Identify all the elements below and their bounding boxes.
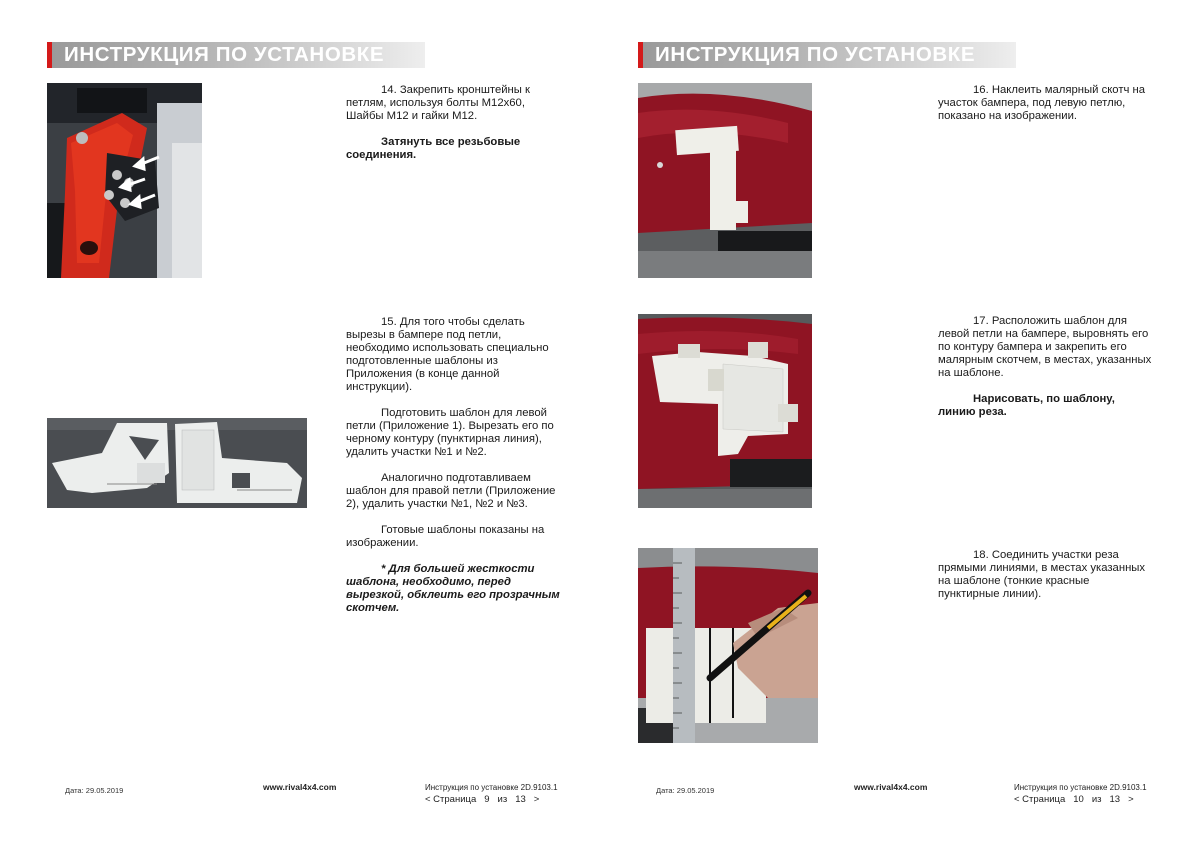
step-17-bold-note: Нарисовать, по шаблону, линию реза. <box>938 393 1115 418</box>
section-header <box>47 42 425 68</box>
step-15-left-template: Подготовить шаблон для левой петли (Приложение 1). Вырезать его по черному контуру (пунктирная линия), удалить участки №1 и №2. <box>346 407 554 458</box>
footer-document-id: Инструкция по установке 2D.9103.1 <box>1014 783 1147 792</box>
section-header-title: ИНСТРУКЦИЯ ПО УСТАНОВКЕ <box>655 43 976 66</box>
page-suffix: > <box>533 794 540 805</box>
step-18-description: 18. Соединить участки реза прямыми линиями, в местах указанных на шаблоне (тонкие красные пунктирные линии). <box>938 549 1146 600</box>
page-suffix: > <box>1128 794 1134 805</box>
step-15-ready-templates: Готовые шаблоны показаны на изображении. <box>346 524 545 549</box>
step-14-description: 14. Закрепить кронштейны к петлям, используя болты М12х60, Шайбы М12 и гайки М12. <box>346 84 530 122</box>
step-17-text <box>938 315 1153 432</box>
step-16-text <box>938 84 1153 136</box>
photo-template-on-bumper <box>638 314 812 508</box>
footer-page-number <box>1014 794 1142 805</box>
step-15-right-template: Аналогично подготавливаем шаблон для правой петли (Приложение 2), удалить участки №1, №2 и №3. <box>346 472 556 510</box>
section-header-title: ИНСТРУКЦИЯ ПО УСТАНОВКЕ <box>64 43 385 66</box>
photo-masking-tape-bumper <box>638 83 812 278</box>
step-15-text <box>346 316 561 628</box>
page-current: 9 <box>484 794 490 805</box>
photo-paper-templates <box>47 418 307 508</box>
photo-marking-with-ruler <box>638 548 818 743</box>
page-total: 13 <box>1109 794 1121 805</box>
page-prefix: < Страница <box>425 794 477 805</box>
photo-bracket-bolts <box>47 83 202 278</box>
page-total: 13 <box>515 794 526 805</box>
section-header <box>638 42 1016 68</box>
footer-date: Дата: 29.05.2019 <box>65 786 124 795</box>
footer-document-id: Инструкция по установке 2D.9103.1 <box>425 783 558 792</box>
step-15-stiffness-note: * Для большей жесткости шаблона, необходимо, перед вырезкой, обклеить его прозрачным скотчем. <box>346 563 560 614</box>
right-page <box>590 0 1180 848</box>
step-16-description: 16. Наклеить малярный скотч на участок бампера, под левую петлю, показано на изображении. <box>938 84 1146 122</box>
page-of: из <box>1091 794 1102 805</box>
footer-website: www.rival4x4.com <box>263 782 337 792</box>
step-14-bold-note: Затянуть все резьбовые соединения. <box>346 136 521 161</box>
page-current: 10 <box>1073 794 1084 805</box>
footer-website: www.rival4x4.com <box>854 782 928 792</box>
page-prefix: < Страница <box>1014 794 1066 805</box>
step-15-intro: 15. Для того чтобы сделать вырезы в бампере под петли, необходимо использовать специально подготовленные шаблоны из Приложения (в конце данной инструкции). <box>346 316 549 393</box>
step-17-description: 17. Расположить шаблон для левой петли на бампере, выровнять его по контуру бампера и закрепить его малярным скотчем, в местах, указанных на шаблоне. <box>938 315 1152 379</box>
step-14-text <box>346 84 561 175</box>
footer-date: Дата: 29.05.2019 <box>656 786 715 795</box>
left-page <box>0 0 590 848</box>
page-of: из <box>497 794 508 805</box>
step-18-text <box>938 549 1153 614</box>
footer-page-number <box>425 794 547 805</box>
